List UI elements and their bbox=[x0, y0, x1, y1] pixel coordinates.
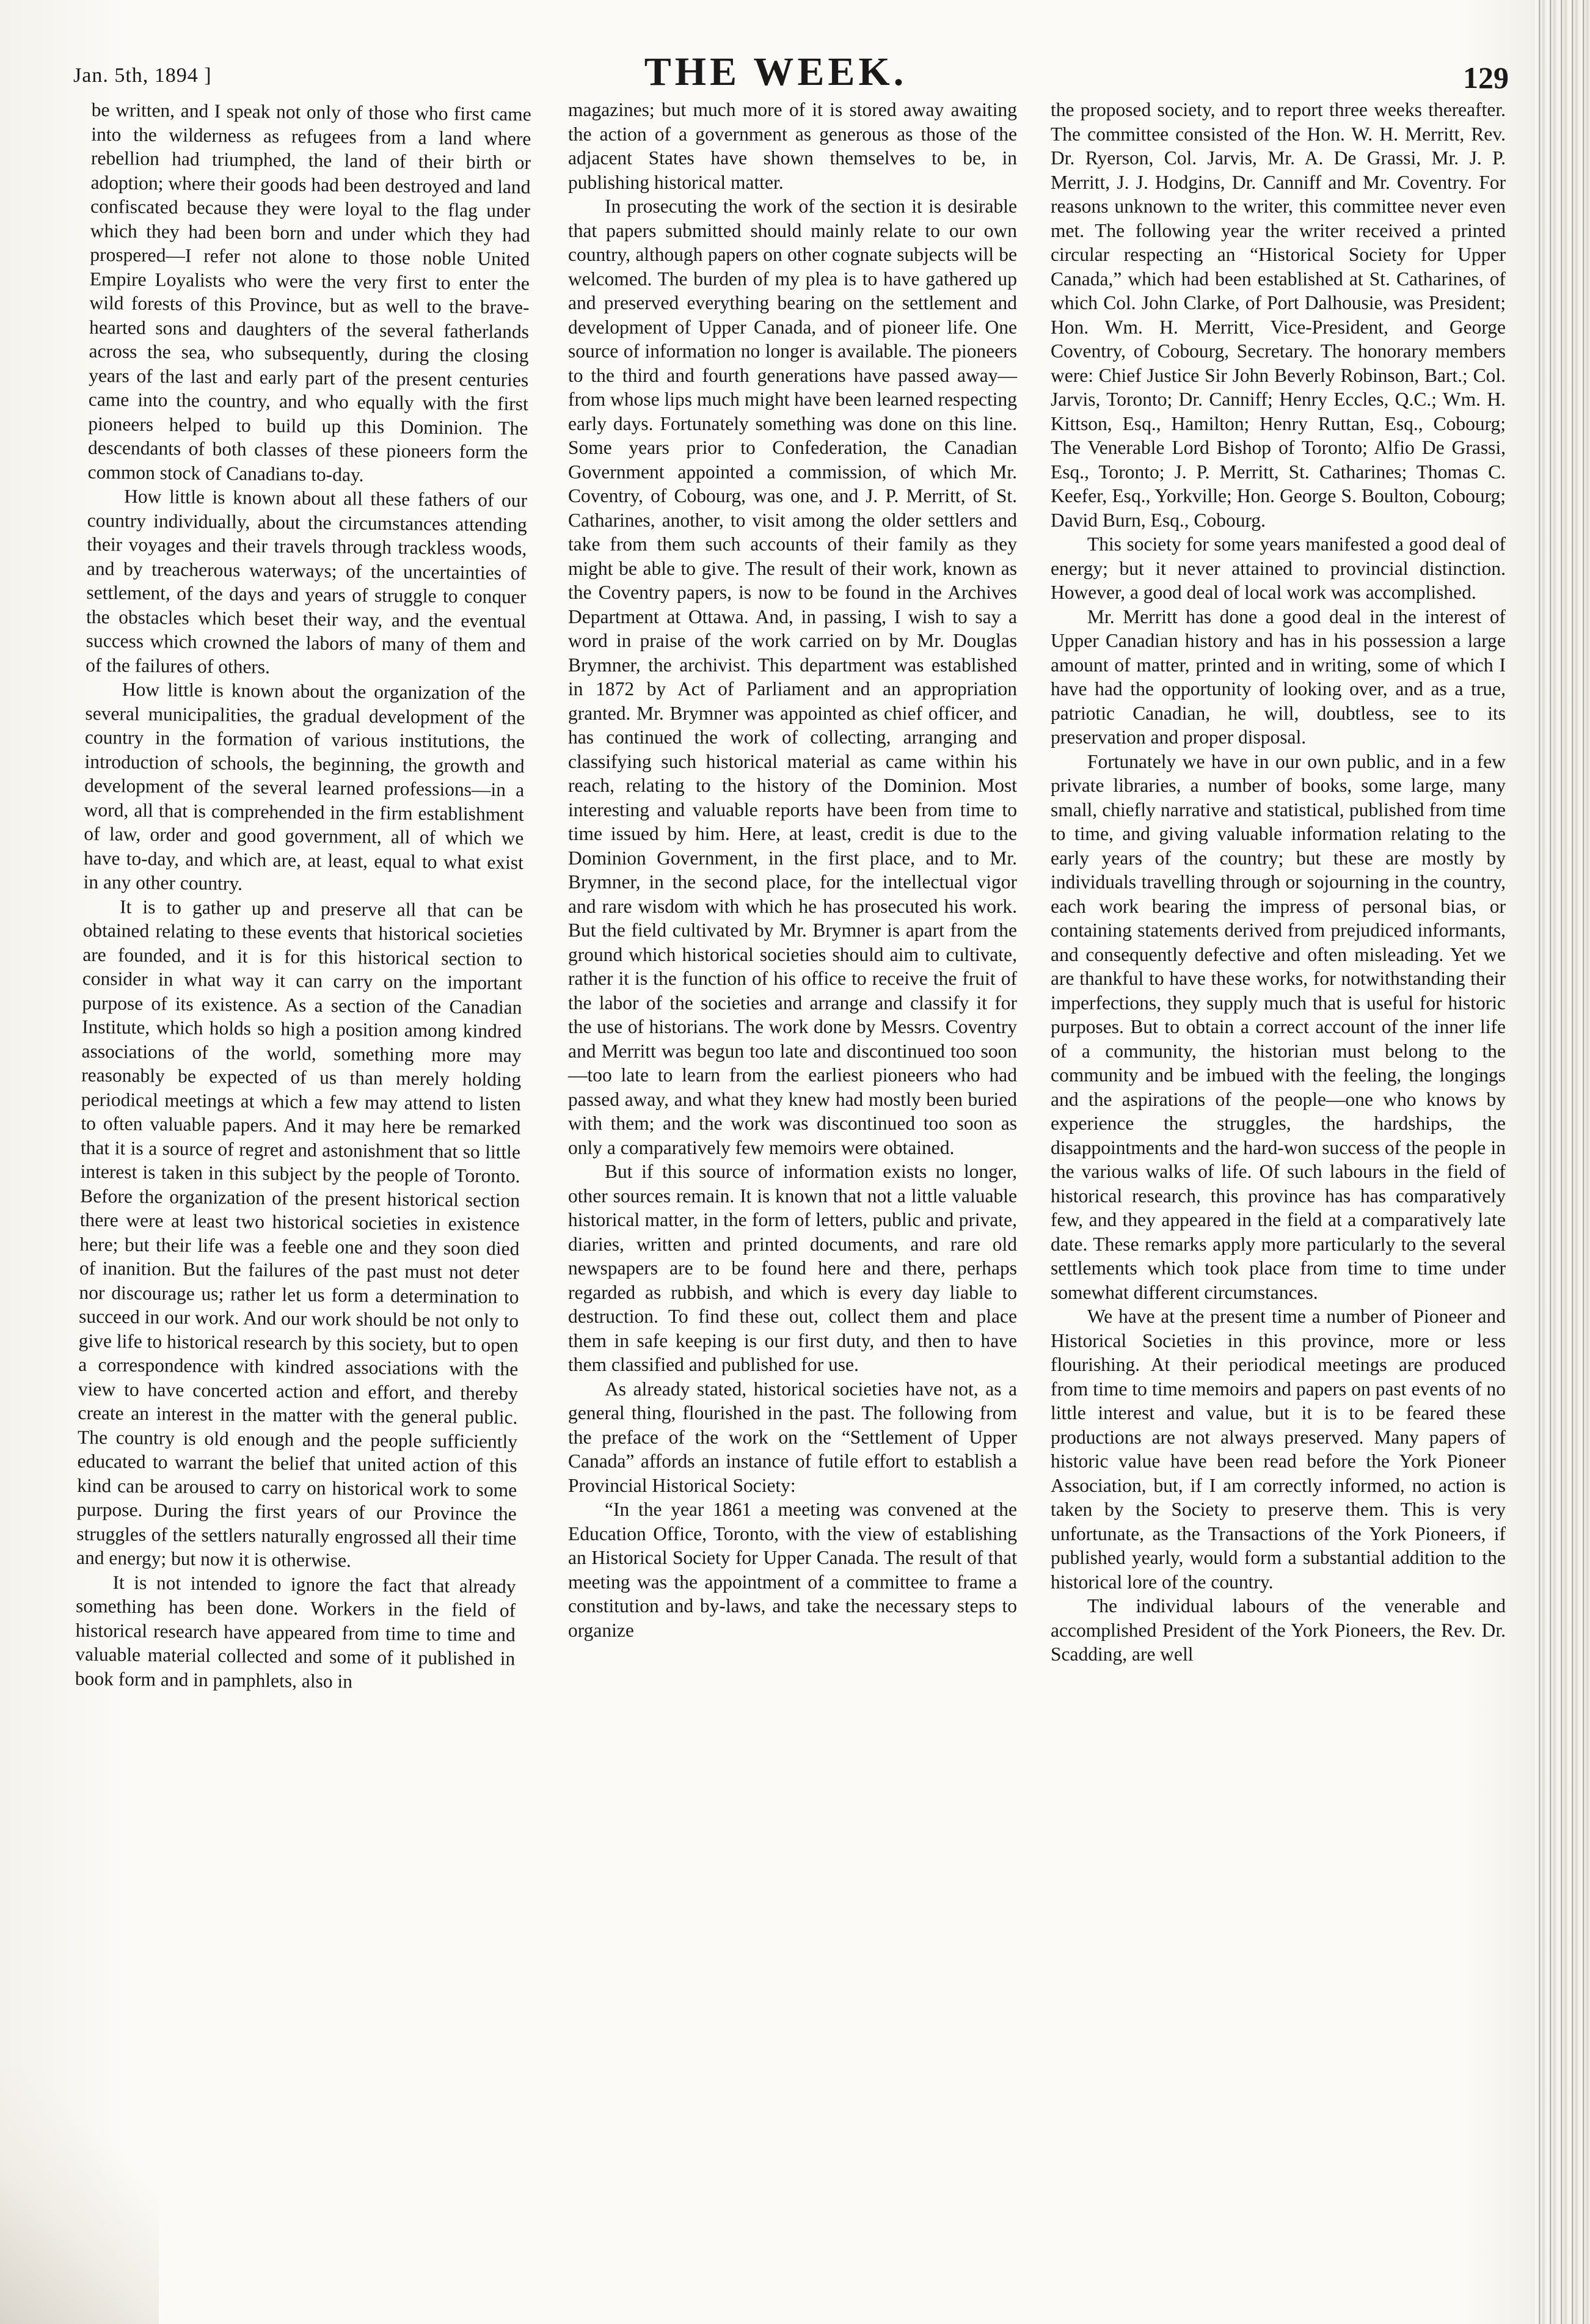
paragraph: But if this source of information exists no longer, other sources remain. It is known that not a little valuable historical matter, in the form of letters, public and private, diaries, written and printed documents, and rare old newspapers are to be found here and there, perhaps regarded as rubbish, and which is every day liable to destruction. To find these out, collect them and place them in safe keeping is our first duty, and then to have them classified and published for use. bbox=[568, 1161, 1017, 1375]
paragraph: How little is known about the organization of the several municipalities, the gradual development of the country in the formation of various institutions, the introduction of schools, the beginning, the growth and development of the several learned professions—in a word, all that is comprehended in the firm establishment of law, order and good government, all of which we have to-day, and which are, at least, equal to what exist in any other country. bbox=[83, 678, 526, 894]
paragraph: The individual labours of the venerable and accomplished President of the York Pioneers, the Rev. Dr. Scadding, are well bbox=[1051, 1595, 1506, 1665]
paragraph: This society for some years manifested a good deal of energy; but it never attained to provincial distinction. However, a good deal of local work was accomplished. bbox=[1051, 533, 1506, 603]
paragraph: Mr. Merritt has done a good deal in the interest of Upper Canadian history and has in his possession a large amount of matter, printed and in writing, some of which I have had the opportunity of looking over, and as a true, patriotic Canadian, he will, doubtless, see to its preservation and proper disposal. bbox=[1051, 605, 1506, 748]
paragraph: magazines; but much more of it is stored away awaiting the action of a government as generous as those of the adjacent States have shown themselves to be, in publishing historical matter. bbox=[568, 99, 1017, 193]
column-2 bbox=[568, 98, 1017, 1642]
paragraph: be written, and I speak not only of those who first came into the wilderness as refugees from a land where rebellion had triumphed, the land of their birth or adoption; where their goods had been destroyed and land confiscated because they were loyal to the flag under which they had been born and under which they had prospered—I refer not alone to those noble United Empire Loyalists who were the very first to enter the wild forests of this Province, but as well to the brave-hearted sons and daughters of the several fatherlands across the sea, who subsequently, during the closing years of the last and early part of the present centuries came into the country, and who equally with the first pioneers helped to build up this Dominion. The descendants of both classes of these pioneers form the common stock of Canadians to-day. bbox=[87, 98, 531, 486]
page-binding-edge bbox=[1535, 0, 1590, 2324]
paragraph: It is to gather up and preserve all that can be obtained relating to these events that historical societies are founded, and it is for this historical section to consider in what way it can carry on the important purpose of its existence. As a section of the Canadian Institute, which holds so high a position among kindred associations of the world, something more may reasonably be expected of us than merely holding periodical meetings at which a few may attend to listen to often valuable papers. And it may here be remarked that it is a source of regret and astonishment that so little interest is taken in this subject by the people of Toronto. Before the organization of the present historical section there were at least two historical societies in existence here; but their life was a feeble one and they soon died of inanition. But the failures of the past must not deter nor discourage us; rather let us form a determination to succeed in our work. And our work should be not only to give life to historical research by this society, but to open a correspondence with kindred associations with the view to have concerted action and effort, and thereby create an interest in the matter with the general public. The country is old enough and the people sufficiently educated to warrant the belief that united action of this kind can be aroused to carry on historical work to some purpose. During the first years of our Province the struggles of the settlers naturally engrossed all their time and energy; but now it is otherwise. bbox=[76, 896, 523, 1571]
paragraph: Fortunately we have in our own public, and in a few private libraries, a number of books, some large, many small, chiefly narrative and statistical, published from time to time, and giving valuable information relating to the early years of the country; but these are mostly by individuals travelling through or sojourning in the country, each work bearing the impress of personal bias, or containing statements derived from prejudiced informants, and consequently defective and often misleading. Yet we are thankful to have these works, for notwithstanding their imperfections, they supply much that is useful for historic purposes. But to obtain a correct account of the inner life of a community, the historian must belong to the community and be imbued with the feeling, the longings and the aspirations of the people—one who knows by experience the struggles, the hardships, the disappointments and the hard-won success of the people in the various walks of life. Of such labours in the field of historical research, this province has has comparatively few, and they appeared in the field at a comparatively late date. These remarks apply more particularly to the several settlements which took place from time to time under somewhat different circumstances. bbox=[1051, 750, 1506, 1303]
issue-date: Jan. 5th, 1894 ] bbox=[73, 64, 212, 87]
paragraph: It is not intended to ignore the fact that already something has been done. Workers in the field of historical research have appeared from time to time and valuable material collected and some of it published in book form and in pamphlets, also in bbox=[75, 1571, 516, 1692]
paragraph: the proposed society, and to report three weeks thereafter. The committee consisted of the Hon. W. H. Merritt, Rev. Dr. Ryerson, Col. Jarvis, Mr. A. De Grassi, Mr. J. P. Merritt, J. J. Hodgins, Dr. Canniff and Mr. Coventry. For reasons unknown to the writer, this committee never even met. The following year the writer received a printed circular respecting an “Historical Society for Upper Canada,” which had been established at St. Catharines, of which Col. John Clarke, of Port Dalhousie, was President; Hon. Wm. H. Merritt, Vice-President, and George Coventry, of Cobourg, Secretary. The honorary members were: Chief Justice Sir John Beverly Robinson, Bart.; Col. Jarvis, Toronto; Dr. Canniff; Henry Eccles, Q.C.; Wm. H. Kittson, Esq., Hamilton; Henry Ruttan, Esq., Cobourg; The Venerable Lord Bishop of Toronto; Alfio De Grassi, Esq., Toronto; J. P. Merritt, St. Catharines; Thomas C. Keefer, Esq., Yorkville; Hon. George S. Boulton, Cobourg; David Burn, Esq., Cobourg. bbox=[1051, 99, 1506, 531]
publication-title: THE WEEK. bbox=[644, 49, 908, 94]
page-corner-curl bbox=[0, 2067, 159, 2324]
paragraph: How little is known about all these fathers of our country individually, about the circumstances attending their voyages and their travels through trackless woods, and by treacherous waterways; of the uncertainties of settlement, of the days and years of struggle to conquer the obstacles which beset their way, and the eventual success which crowned the labors of many of them and of the failures of others. bbox=[86, 485, 528, 678]
column-3 bbox=[1051, 98, 1506, 1667]
paragraph: “In the year 1861 a meeting was convened at the Education Office, Toronto, with the view of establishing an Historical Society for Upper Canada. The result of that meeting was the appointment of a committee to frame a constitution and by-laws, and take the necessary steps to organize bbox=[568, 1499, 1017, 1641]
paragraph: As already stated, historical societies have not, as a general thing, flourished in the past. The following from the preface of the work on the “Settlement of Upper Canada” affords an instance of futile effort to establish a Provincial Historical Society: bbox=[568, 1378, 1017, 1496]
page-number: 129 bbox=[1463, 60, 1509, 95]
column-1 bbox=[75, 98, 531, 1695]
paragraph: In prosecuting the work of the section it is desirable that papers submitted should mainly relate to our own country, although papers on other cognate subjects will be welcomed. The burden of my plea is to have gathered up and preserved everything bearing on the settlement and development of Upper Canada, and of pioneer life. One source of information no longer is available. The pioneers to the third and fourth generations have passed away—from whose lips much might have been learned respecting early days. Fortunately something was done on this line. Some years prior to Confederation, the Canadian Government appointed a commission, of which Mr. Coventry, of Cobourg, was one, and J. P. Merritt, of St. Catharines, another, to visit among the older settlers and take from them such accounts of their family as they might be able to give. The result of their work, known as the Coventry papers, is now to be found in the Archives Department at Ottawa. And, in passing, I wish to say a word in praise of the work carried on by Mr. Douglas Brymner, the archivist. This department was established in 1872 by Act of Parliament and an appropriation granted. Mr. Brymner was appointed as chief officer, and has continued the work of collecting, arranging and classifying such historical material as came within his reach, relating to the history of the Dominion. Most interesting and valuable reports have been from time to time issued by him. Here, at least, credit is due to the Dominion Government, in the first place, and to Mr. Brymner, in the second place, for the intellectual vigor and rare wisdom with which he has prosecuted his work. But the field cultivated by Mr. Brymner is apart from the ground which historical societies should aim to cultivate, rather it is the function of his office to receive the fruit of the labor of the societies and arrange and classify it for the use of historians. The work done by Messrs. Coventry and Merritt was begun too late and discontinued too soon—too late to learn from the earliest pioneers who had passed away, and what they knew had mostly been buried with them; and the work was discontinued too soon as only a comparatively few memoirs were obtained. bbox=[568, 195, 1017, 1158]
paragraph: We have at the present time a number of Pioneer and Historical Societies in this province, more or less flourishing. At their periodical meetings are produced from time to time memoirs and papers on past events of no little interest and value, but it is to be feared these productions are not always preserved. Many papers of historic value have been read before the York Pioneer Association, but, if I am correctly informed, no action is taken by the Society to preserve them. This is very unfortunate, as the Transactions of the York Pioneers, if published yearly, would form a substantial addition to the historical lore of the country. bbox=[1051, 1306, 1506, 1593]
